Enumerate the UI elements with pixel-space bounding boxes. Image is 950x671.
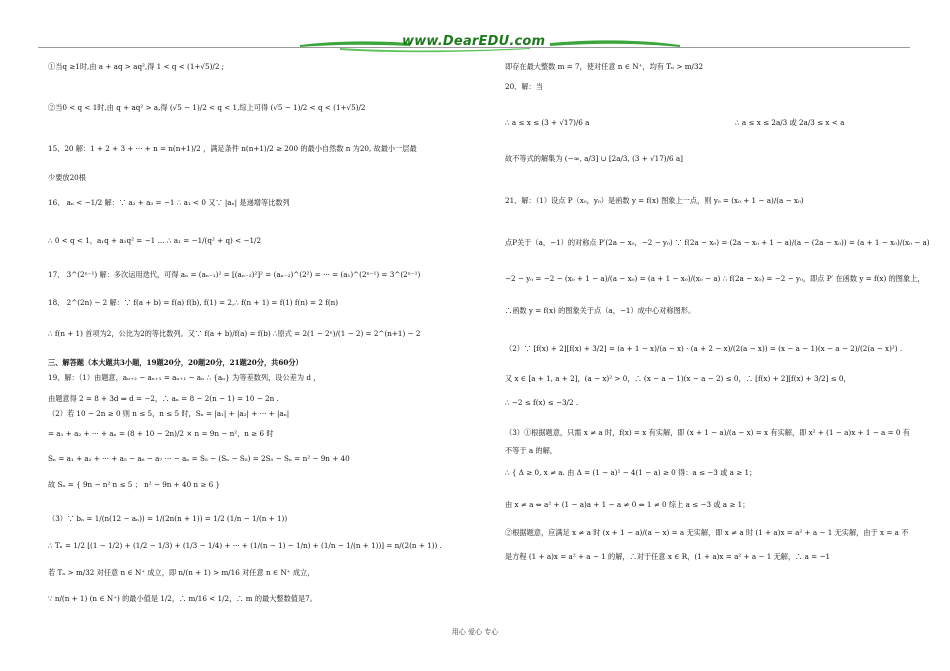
text-line: 故 Sₙ = { 9n − n² n ≤ 5 ； n² − 9n + 40 n ≥ 6 } (48, 480, 221, 489)
text-line: 少要放20根 (48, 173, 86, 182)
text-line: 是方程 (1 + a)x = a² + a − 1 的解，∴对于任意 x ∈ R，(1 + a)x = a² + a − 1 无解，∴ a = −1 (505, 552, 831, 561)
text-line: （2）若 10 − 2n ≥ 0 则 n ≤ 5，n ≤ 5 时，Sₙ = |a₁| + |a₂| + ··· + |aₙ| (48, 409, 290, 418)
text-line: 19、解：（1）由题意，aₙ₊₂ − aₙ₊₁ = aₙ₊₁ − aₙ ∴ {aₙ} 为等差数列，设公差为 d ， (48, 373, 321, 382)
logo-text: www.DearEDU.com (402, 34, 546, 49)
text-line: ②当0 < q < 1时,由 q + aq² > a,得 (√5 − 1)/2 < q < 1,综上可得 (√5 − 1)/2 < q < (1+√5)/2 (48, 103, 366, 112)
text-line: 点P关于（a，−1）的对称点 P′(2a − x₀，−2 − y₀) ∵ f(2a − x₀) = (2a − x₀ + 1 − a)/(a − (2a − x₀)) = (a + 1 − x₀)/(x₀ − a) (505, 238, 930, 247)
text-line: ∴ −2 ≤ f(x) ≤ −3/2 . (505, 398, 579, 407)
text-line: 不等于 a 的解， (505, 446, 557, 455)
text-line: 18、 2^(2n) − 2 解：∵ f(a + b) = f(a) f(b), f(1) = 2,∴ f(n + 1) = f(1) f(n) = 2 f(n) (48, 298, 339, 307)
text-line: ∴ { Δ ≥ 0, x ≠ a. 由 Δ = (1 − a)² − 4(1 − a) ≥ 0 得：a ≤ −3 或 a ≥ 1； (505, 468, 757, 477)
text-line: ∴ a ≤ x ≤ 2a/3 或 2a/3 ≤ x < a (735, 118, 845, 127)
text-line: ②根据题意，应满足 x ≠ a 时 (x + 1 − a)/(a − x) = a 无实解，即 x ≠ a 时 (1 + a)x = a² + a − 1 无实解，由于 x = a 不 (505, 528, 909, 537)
text-line: ∵ n/(n + 1) (n ∈ N⁺) 的最小值是 1/2，∴ m/16 < 1/2，∴ m 的最大整数值是7。 (48, 594, 317, 603)
page-footer: 用心 爱心 专心 (451, 628, 499, 636)
text-line: 又 x ∈ [a + 1, a + 2]，(a − x)² > 0，∴ (x − a − 1)(x − a − 2) ≤ 0，∴ [f(x) + 2][f(x) + 3/2] ≤ 0， (505, 374, 851, 383)
text-line: （3）①根据题意，只需 x ≠ a 时，f(x) = x 有实解，即 (x + 1 − a)/(a − x) = x 有实解，即 x² + (1 − a)x + 1 − a = 0 有 (505, 428, 910, 437)
text-line: Sₙ = a₁ + a₂ + ··· + a₅ − a₆ − a₇ ··· − aₙ = S₅ − (Sₙ − S₅) = 2S₅ − Sₙ = n² − 9n + 40 (48, 454, 350, 463)
text-line: −2 − y₀ = −2 − (x₀ + 1 − a)/(a − x₀) = (a + 1 − x₀)/(x₀ − a) ∴ f(2a − x₀) = −2 − y₀，即点 P′ 在函数 y = f(x) 的图象上， (505, 274, 925, 283)
text-line: ∴函数 y = f(x) 的图象关于点（a，−1）成中心对称图形。 (505, 306, 696, 315)
text-line: 由题意得 2 = 8 + 3d ⇒ d = −2，∴ aₙ = 8 − 2(n − 1) = 10 − 2n . (48, 394, 279, 403)
text-line: 故不等式的解集为 (−∞, a/3] ∪ [2a/3, (3 + √17)/6 a] (505, 154, 683, 163)
text-line: 17、 3^(2ⁿ⁻¹) 解：多次运用迭代，可得 aₙ = (aₙ₋₁)² = [(aₙ₋₂)²]² = (aₙ₋₂)^(2²) = ··· = (a₁)^(2ⁿ⁻¹) = 3^(2ⁿ⁻¹) (48, 270, 421, 279)
text-line: ①当q ≥1时,由 a + aq > aq²,得 1 < q < (1+√5)/2 ; (48, 62, 225, 71)
text-line: （3）∵ bₙ = 1/(n(12 − aₙ)) = 1/(2n(n + 1)) = 1/2 (1/n − 1/(n + 1)) (48, 514, 288, 523)
text-line: = a₁ + a₂ + ··· + aₙ = (8 + 10 − 2n)/2 × n = 9n − n²，n ≥ 6 时 (48, 429, 274, 438)
text-line: 由 x ≠ a ⇔ a² + (1 − a)a + 1 − a ≠ 0 ⇔ 1 ≠ 0 综上 a ≤ −3 或 a ≥ 1； (505, 500, 750, 509)
text-line: ∴ Tₙ = 1/2 [(1 − 1/2) + (1/2 − 1/3) + (1/3 − 1/4) + ··· + (1/(n − 1) − 1/n) + (1/n − 1/(n + 1))] = n/(2(n + 1)) . (48, 541, 442, 550)
text-line: 若 Tₙ > m/32 对任意 n ∈ N⁺ 成立，即 n/(n + 1) > m/16 对任意 n ∈ N⁺ 成立， (48, 568, 315, 577)
text-line: ∴ f(n + 1) 首项为2，公比为2的等比数列。又∵ f(a + b)/f(a) = f(b) ∴原式 = 2(1 − 2ⁿ)/(1 − 2) = 2^(n+1) − 2 (48, 329, 421, 338)
text-line: 21、解：（1）设点 P（x₀，y₀）是函数 y = f(x) 图象上一点，则 y₀ = (x₀ + 1 − a)/(a − x₀) (505, 196, 804, 205)
site-logo (300, 33, 680, 55)
text-line: （2）∵ [f(x) + 2][f(x) + 3/2] = (a + 1 − x)/(a − x) · (a + 2 − x)/(2(a − x)) = (x − a − 1)(x − a − 2)/(2(a − x)²) . (505, 344, 903, 353)
section-heading: 三、解答题（本大题共3小题，19题20分，20题20分，21题20分，共60分） (48, 358, 303, 367)
text-line: ∴ 0 < q < 1，a₁q + a₁q² = −1 … ∴ a₁ = −1/(q² + q) < −1/2 (48, 236, 262, 245)
text-line: 16、 aₙ < −1/2 解：∵ a₂ + a₃ = −1 ∴ a₁ < 0 又∵ |aₙ| 是递增等比数列 (48, 198, 290, 207)
text-line: 15、20 解：1 + 2 + 3 + ··· + n = n(n+1)/2 ，满足条件 n(n+1)/2 ≥ 200 的最小自然数 n 为20, 故最小一层最 (48, 144, 417, 153)
text-line: 20、解：当 (505, 82, 543, 91)
text-line: ∴ a ≤ x ≤ (3 + √17)/6 a (505, 118, 590, 127)
text-line: 即存在最大整数 m = 7，使对任意 n ∈ N⁺，均有 Tₙ > m/32 (505, 62, 704, 71)
